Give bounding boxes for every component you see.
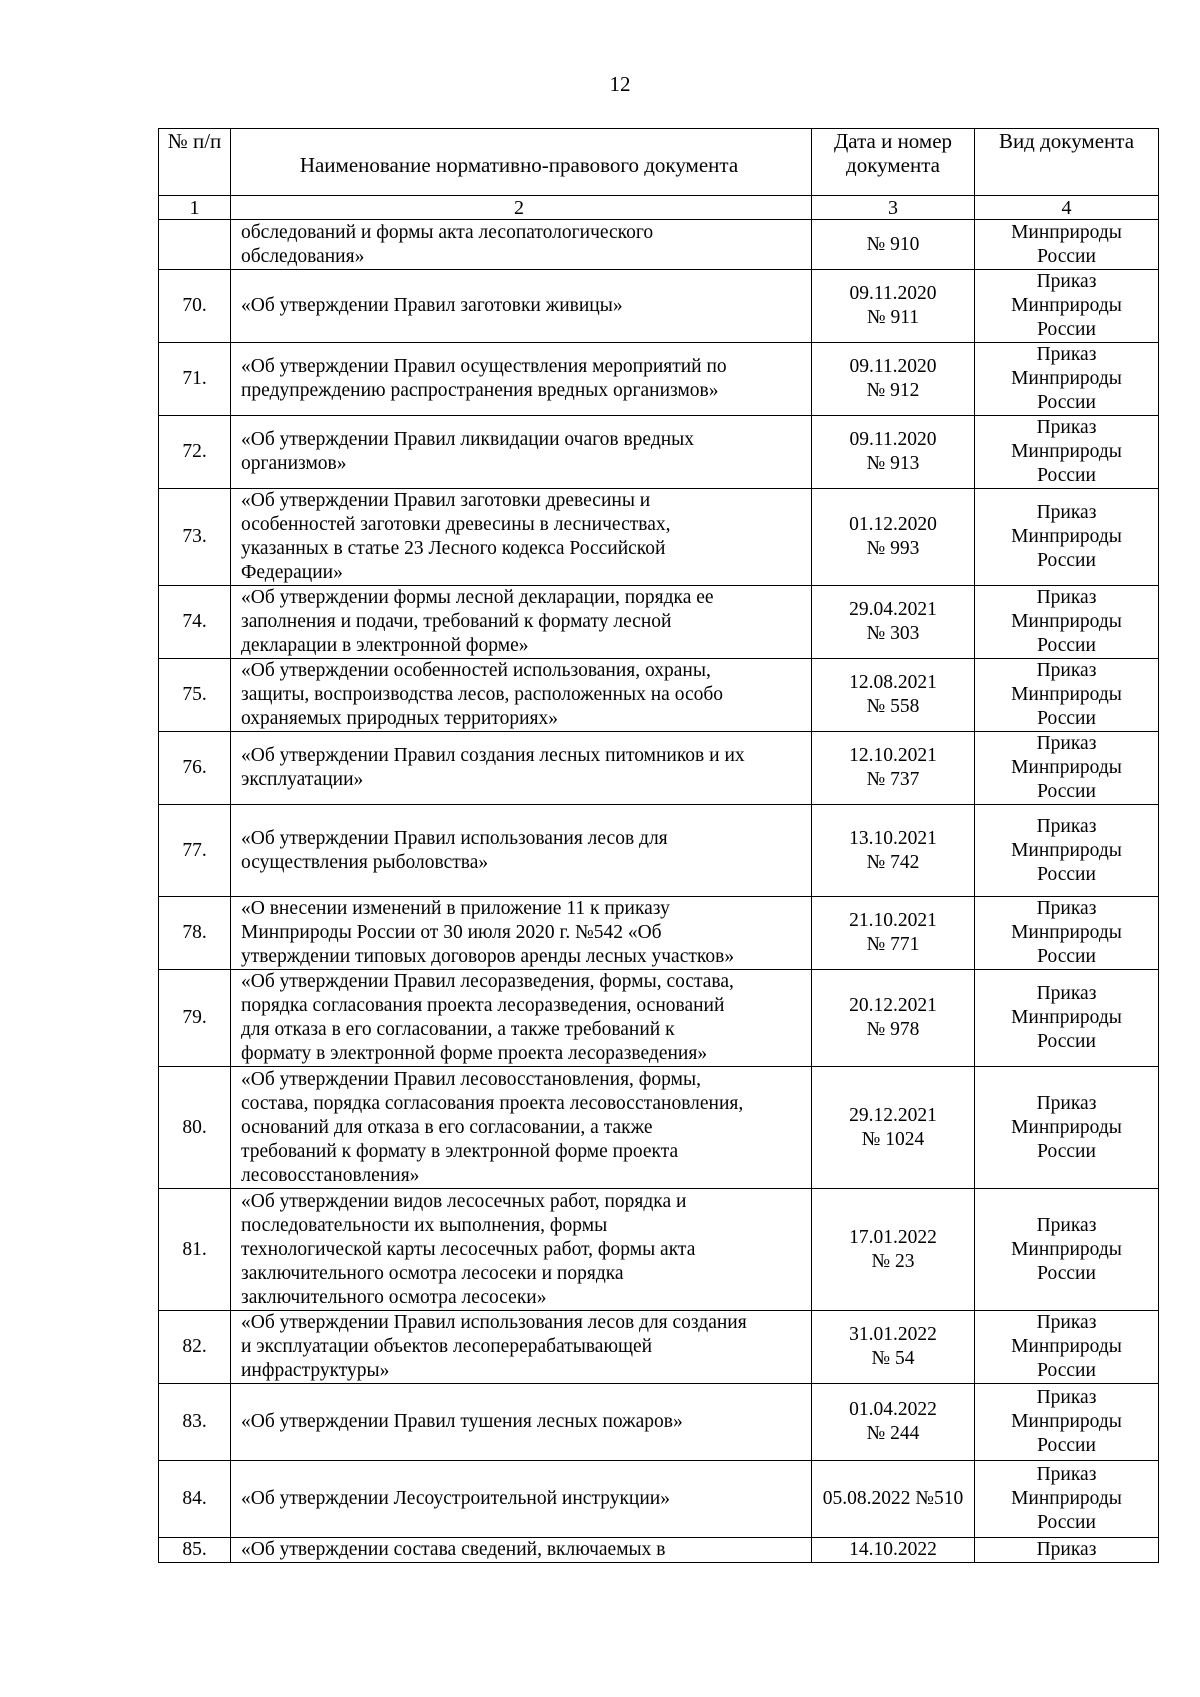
document-type: Приказ Минприроды России (975, 970, 1159, 1067)
document-date-number: 12.10.2021 № 737 (812, 732, 975, 805)
table-row (159, 1067, 1159, 1189)
document-type: Приказ Минприроды России (975, 897, 1159, 970)
table-row (159, 270, 1159, 343)
document-date-number: 17.01.2022 № 23 (812, 1189, 975, 1311)
row-number: 84. (159, 1461, 231, 1538)
table-row (159, 586, 1159, 659)
document-name: «Об утверждении особенностей использования, охраны, защиты, воспроизводства лесов, расположенных на особо охраняемых природных территориях» (231, 659, 812, 732)
document-type: Приказ Минприроды России (975, 1384, 1159, 1461)
table-row (159, 805, 1159, 897)
table-row (159, 659, 1159, 732)
table-header-row (159, 129, 1159, 196)
document-name: «Об утверждении Правил заготовки древесины и особенностей заготовки древесины в лесничествах, указанных в статье 23 Лесного кодекса Российской Федерации» (231, 489, 812, 586)
table-row (159, 1461, 1159, 1538)
document-date-number: 29.04.2021 № 303 (812, 586, 975, 659)
document-date-number: 09.11.2020 № 911 (812, 270, 975, 343)
row-number: 72. (159, 416, 231, 489)
document-name: «Об утверждении Правил использования лесов для создания и эксплуатации объектов лесоперерабатывающей инфраструктуры» (231, 1311, 812, 1384)
document-date-number: 20.12.2021 № 978 (812, 970, 975, 1067)
document-date-number: 29.12.2021 № 1024 (812, 1067, 975, 1189)
column-numbers-row (159, 196, 1159, 220)
document-name: «Об утверждении Правил тушения лесных пожаров» (231, 1384, 812, 1461)
documents-table (158, 128, 1159, 1563)
document-date-number: 09.11.2020 № 912 (812, 343, 975, 416)
document-date-number: 05.08.2022 №510 (812, 1461, 975, 1538)
document-date-number: 01.12.2020 № 993 (812, 489, 975, 586)
header-num: № п/п (159, 129, 231, 196)
table-row (159, 220, 1159, 270)
document-type: Приказ Минприроды России (975, 659, 1159, 732)
document-type: Приказ Минприроды России (975, 1461, 1159, 1538)
table-row (159, 732, 1159, 805)
row-number: 74. (159, 586, 231, 659)
row-number: 80. (159, 1067, 231, 1189)
document-name: «Об утверждении Лесоустроительной инструкции» (231, 1461, 812, 1538)
document-date-number: 12.08.2021 № 558 (812, 659, 975, 732)
table-row (159, 1311, 1159, 1384)
row-number: 77. (159, 805, 231, 897)
table-body (159, 220, 1159, 1563)
table-row (159, 1384, 1159, 1461)
row-number: 79. (159, 970, 231, 1067)
document-date-number: 21.10.2021 № 771 (812, 897, 975, 970)
document-type: Минприроды России (975, 220, 1159, 270)
document-date-number: 14.10.2022 (812, 1538, 975, 1563)
document-name: «Об утверждении формы лесной декларации, порядка ее заполнения и подачи, требований к формату лесной декларации в электронной форме» (231, 586, 812, 659)
document-date-number: 09.11.2020 № 913 (812, 416, 975, 489)
row-number: 78. (159, 897, 231, 970)
column-number-4: 4 (975, 196, 1159, 220)
row-number: 82. (159, 1311, 231, 1384)
column-number-1: 1 (159, 196, 231, 220)
document-type: Приказ Минприроды России (975, 805, 1159, 897)
table-row (159, 343, 1159, 416)
document-type: Приказ Минприроды России (975, 732, 1159, 805)
document-name: «Об утверждении состава сведений, включаемых в (231, 1538, 812, 1563)
document-name: обследований и формы акта лесопатологического обследования» (231, 220, 812, 270)
document-name: «Об утверждении Правил создания лесных питомников и их эксплуатации» (231, 732, 812, 805)
table-row (159, 897, 1159, 970)
table-row (159, 489, 1159, 586)
document-name: «Об утверждении Правил лесоразведения, формы, состава, порядка согласования проекта лесоразведения, оснований для отказа в его согласовании, а также требований к формату в электронной форме проекта лесоразведения» (231, 970, 812, 1067)
document-type: Приказ Минприроды России (975, 270, 1159, 343)
document-name: «Об утверждении Правил использования лесов для осуществления рыболовства» (231, 805, 812, 897)
header-name: Наименование нормативно-правового документа (231, 129, 812, 196)
document-type: Приказ Минприроды России (975, 586, 1159, 659)
document-type: Приказ Минприроды России (975, 1189, 1159, 1311)
row-number: 73. (159, 489, 231, 586)
document-date-number: 13.10.2021 № 742 (812, 805, 975, 897)
document-date-number: № 910 (812, 220, 975, 270)
document-date-number: 01.04.2022 № 244 (812, 1384, 975, 1461)
page-number: 12 (609, 72, 631, 96)
document-type: Приказ Минприроды России (975, 489, 1159, 586)
document-type: Приказ (975, 1538, 1159, 1563)
document-date-number: 31.01.2022 № 54 (812, 1311, 975, 1384)
document-name: «Об утверждении Правил ликвидации очагов вредных организмов» (231, 416, 812, 489)
table-row (159, 1538, 1159, 1563)
document-type: Приказ Минприроды России (975, 343, 1159, 416)
row-number: 71. (159, 343, 231, 416)
row-number: 83. (159, 1384, 231, 1461)
row-number: 81. (159, 1189, 231, 1311)
header-date: Дата и номер документа (812, 129, 975, 196)
row-number (159, 220, 231, 270)
document-name: «Об утверждении видов лесосечных работ, порядка и последовательности их выполнения, формы технологической карты лесосечных работ, формы акта заключительного осмотра лесосеки и порядка заключительного осмотра лесосеки» (231, 1189, 812, 1311)
document-name: «Об утверждении Правил осуществления мероприятий по предупреждению распространения вредных организмов» (231, 343, 812, 416)
document-name: «О внесении изменений в приложение 11 к приказу Минприроды России от 30 июля 2020 г. №542 «Об утверждении типовых договоров аренды лесных участков» (231, 897, 812, 970)
table-row (159, 1189, 1159, 1311)
header-type: Вид документа (975, 129, 1159, 196)
document-type: Приказ Минприроды России (975, 1067, 1159, 1189)
row-number: 75. (159, 659, 231, 732)
document-name: «Об утверждении Правил лесовосстановления, формы, состава, порядка согласования проекта лесовосстановления, оснований для отказа в его согласовании, а также требований к формату в электронной форме проекта лесовосстановления» (231, 1067, 812, 1189)
document-type: Приказ Минприроды России (975, 1311, 1159, 1384)
row-number: 76. (159, 732, 231, 805)
column-number-3: 3 (812, 196, 975, 220)
table-row (159, 416, 1159, 489)
document-name: «Об утверждении Правил заготовки живицы» (231, 270, 812, 343)
row-number: 85. (159, 1538, 231, 1563)
document-type: Приказ Минприроды России (975, 416, 1159, 489)
table-row (159, 970, 1159, 1067)
row-number: 70. (159, 270, 231, 343)
column-number-2: 2 (231, 196, 812, 220)
